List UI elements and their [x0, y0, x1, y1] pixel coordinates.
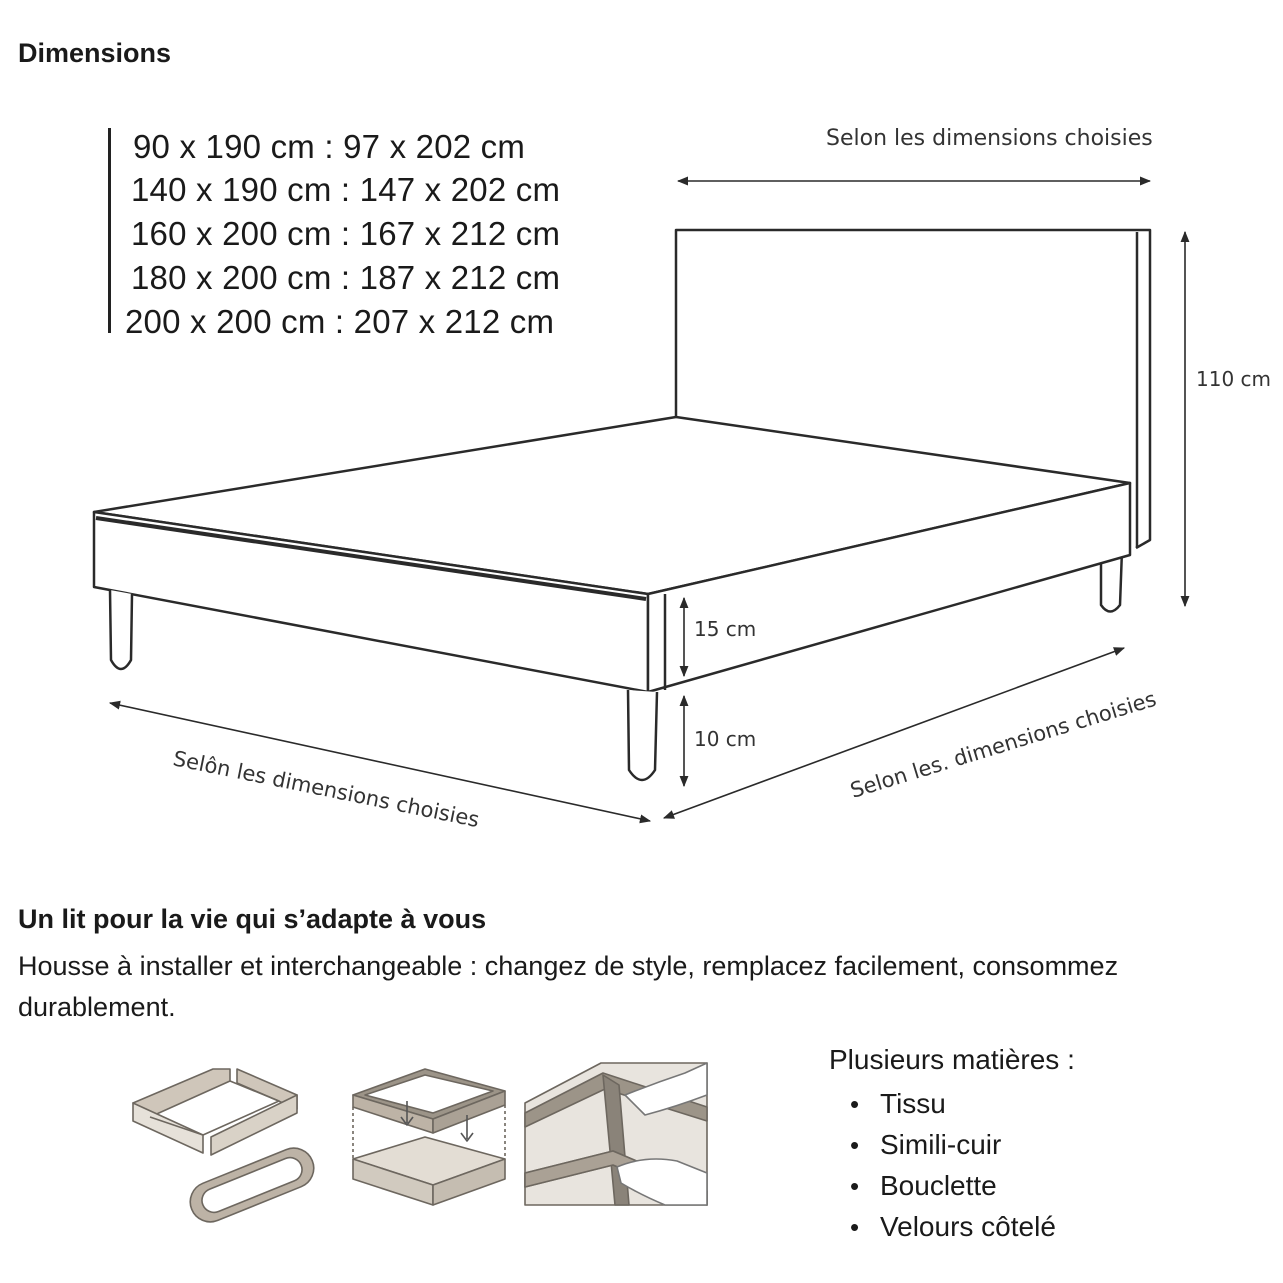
hands-attach-illustration [525, 1063, 707, 1205]
size-bed: 97 x 202 cm [343, 128, 526, 165]
size-bed: 147 x 202 cm [359, 171, 561, 208]
cover-install-illustration [353, 1069, 505, 1205]
size-sep: : [324, 128, 334, 165]
label-width: Selon les dimensions choisies [826, 126, 1153, 151]
adapt-heading: Un lit pour la vie qui s’adapte à vous [18, 904, 487, 934]
dimensions-title: Dimensions [18, 38, 172, 68]
size-mattress: 180 x 200 cm [131, 259, 332, 296]
bed-diagram [0, 90, 1283, 850]
front-leg-left [110, 590, 132, 669]
material-item: • Velours côtelé [850, 1206, 1056, 1247]
size-bed: 207 x 212 cm [353, 303, 555, 340]
size-sep: : [334, 303, 345, 340]
label-length: Selôn les dimensions choisies [171, 746, 482, 833]
size-bed: 187 x 212 cm [359, 259, 561, 296]
size-sep: : [340, 259, 351, 296]
size-sep: : [340, 215, 351, 252]
material-item: • Simili-cuir [850, 1124, 1056, 1165]
front-leg-right [628, 690, 657, 780]
materials-list [850, 1083, 1056, 1247]
materials-title: Plusieurs matières : [829, 1044, 1075, 1075]
size-mattress: 140 x 190 cm [131, 171, 332, 208]
cover-illustrations [125, 1055, 725, 1225]
material-item: • Bouclette [850, 1165, 1056, 1206]
label-frame: 15 cm [694, 617, 757, 641]
label-height: 110 cm [1196, 367, 1272, 391]
label-depth: Selon les. dimensions choisies [847, 686, 1160, 803]
size-mattress: 200 x 200 cm [125, 303, 326, 340]
size-bed: 167 x 212 cm [359, 215, 561, 252]
material-item: • Tissu [850, 1083, 1056, 1124]
label-leg: 10 cm [694, 727, 757, 751]
adapt-description: Housse à installer et interchangeable : changez de style, remplacez facilement, consommez durablement. [18, 951, 1119, 1022]
size-mattress: 90 x 190 cm [133, 128, 315, 165]
size-mattress: 160 x 200 cm [131, 215, 332, 252]
size-sep: : [340, 171, 351, 208]
frame-pieces-illustration [133, 1069, 320, 1225]
